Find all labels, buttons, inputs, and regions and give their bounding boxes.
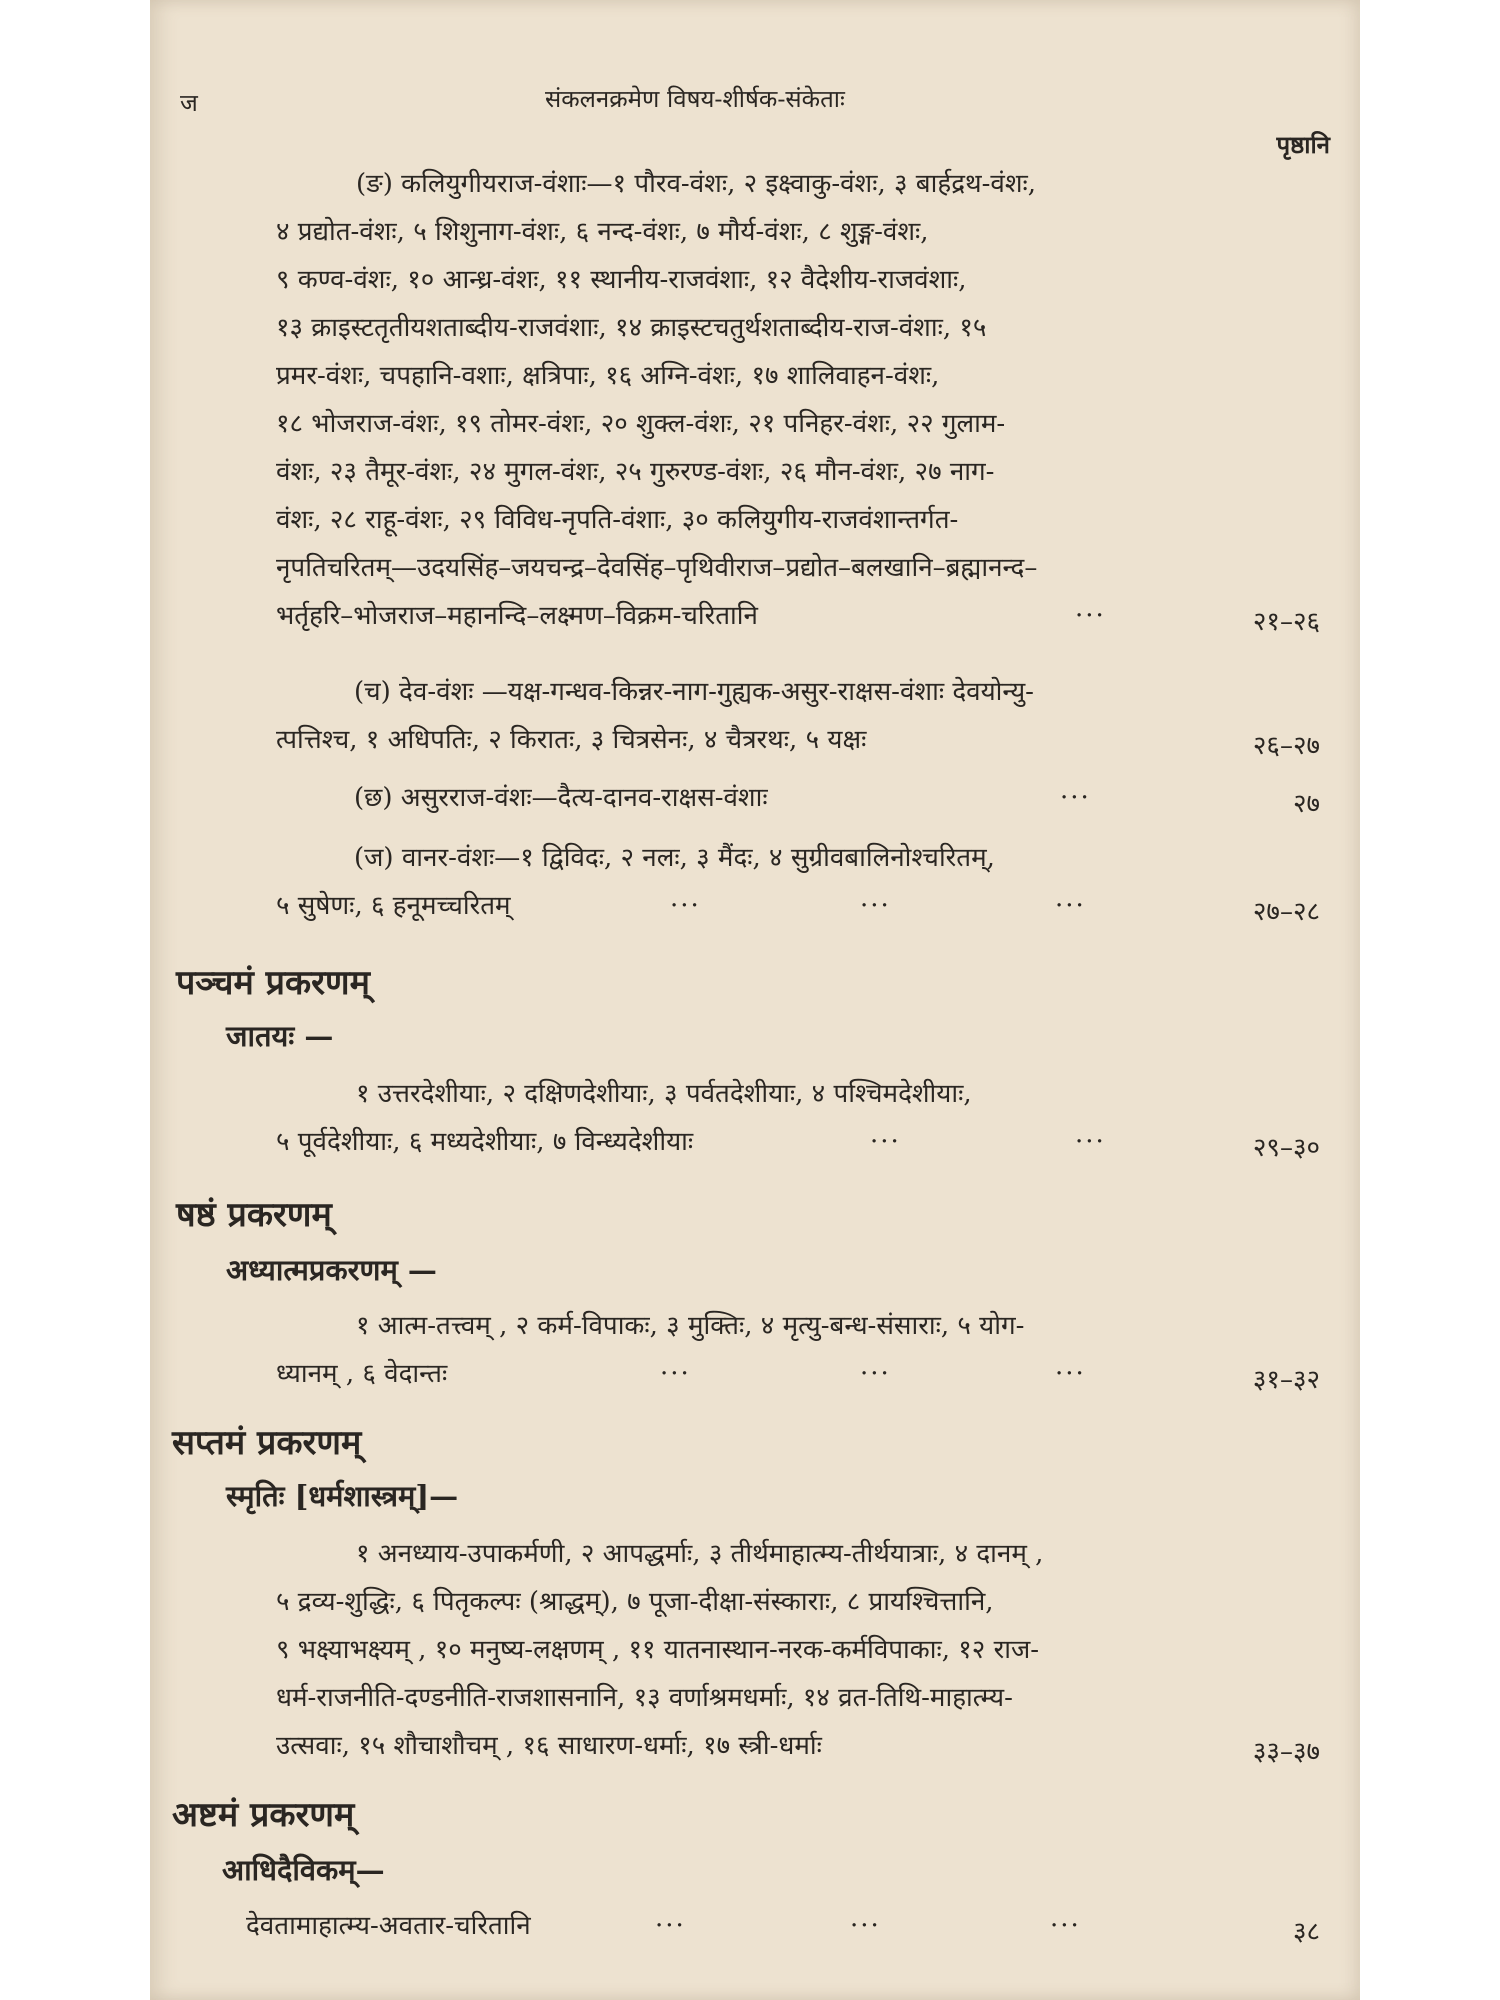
leader-dots: ··· xyxy=(1075,1127,1106,1157)
page-range: ३१–३२ xyxy=(1252,1365,1320,1395)
page-range: ३३–३७ xyxy=(1252,1737,1320,1767)
section-kaliyuga-line-6: १८ भोजराज-वंशः, १९ तोमर-वंशः, २० शुक्ल-वंशः, २१ पनिहर-वंशः, २२ गुलाम- xyxy=(276,409,1006,439)
chapter-8-title: अष्टमं प्रकरणम् xyxy=(172,1795,355,1835)
page-range: २९–३० xyxy=(1252,1133,1320,1163)
section-vanara-line-1: (ज) वानर-वंशः—१ द्विविदः, २ नलः, ३ मैंदः, ४ सुग्रीवबालिनोश्चरितम्, xyxy=(354,843,995,873)
chapter-5-line-1: १ उत्तरदेशीयाः, २ दक्षिणदेशीयाः, ३ पर्वतदेशीयाः, ४ पश्चिमदेशीयाः, xyxy=(356,1079,972,1109)
leader-dots: ··· xyxy=(850,1911,881,1941)
page-range: २१–२६ xyxy=(1252,607,1320,637)
chapter-5-subtitle: जातयः — xyxy=(226,1019,334,1053)
chapter-7-line-4: धर्म-राजनीति-दण्डनीति-राजशासनानि, १३ वर्णाश्रमधर्माः, १४ व्रत-तिथि-माहात्म्य- xyxy=(276,1683,1013,1713)
section-kaliyuga-line-7: वंशः, २३ तैमूर-वंशः, २४ मुगल-वंशः, २५ गुरुरण्ड-वंशः, २६ मौन-वंशः, २७ नाग- xyxy=(276,457,995,487)
section-kaliyuga-line-2: ४ प्रद्योत-वंशः, ५ शिशुनाग-वंशः, ६ नन्द-वंशः, ७ मौर्य-वंशः, ८ शुङ्ग-वंशः, xyxy=(276,217,929,247)
chapter-6-title: षष्ठं प्रकरणम् xyxy=(176,1195,332,1235)
chapter-7-line-1: १ अनध्याय-उपाकर्मणी, २ आपद्धर्माः, ३ तीर्थमाहात्म्य-तीर्थयात्राः, ४ दानम् , xyxy=(356,1539,1044,1569)
section-kaliyuga-line-9: नृपतिचरितम्—उदयसिंह–जयचन्द्र–देवसिंह–पृथिवीराज–प्रद्योत–बलखानि–ब्रह्मानन्द– xyxy=(276,553,1038,583)
section-vanara-line-2: ५ सुषेणः, ६ हनूमच्चरितम् xyxy=(276,891,511,921)
leader-dots: ··· xyxy=(870,1127,901,1157)
page-range: २७ xyxy=(1292,789,1320,819)
leader-dots: ··· xyxy=(860,1359,891,1389)
section-kaliyuga-line-3: ९ कण्व-वंशः, १० आन्ध्र-वंशः, ११ स्थानीय-राजवंशाः, १२ वैदेशीय-राजवंशाः, xyxy=(276,265,967,295)
chapter-7-line-3: ९ भक्ष्याभक्ष्यम् , १० मनुष्य-लक्षणम् , ११ यातनास्थान-नरक-कर्मविपाकाः, १२ राज- xyxy=(276,1635,1040,1665)
chapter-8-subtitle: आधिदैविकम्— xyxy=(222,1853,385,1887)
chapter-6-subtitle: अध्यात्मप्रकरणम् — xyxy=(226,1253,437,1287)
section-deva-line-1: (च) देव-वंशः —यक्ष-गन्धव-किन्नर-नाग-गुह्यक-असुर-राक्षस-वंशाः देवयोन्यु- xyxy=(354,677,1034,707)
chapter-5-line-2: ५ पूर्वदेशीयाः, ६ मध्यदेशीयाः, ७ विन्ध्यदेशीयाः xyxy=(276,1127,694,1157)
section-kaliyuga-line-10: भर्तृहरि–भोजराज–महानन्दि–लक्ष्मण–विक्रम-चरितानि xyxy=(276,601,758,631)
section-deva-line-2: त्पत्तिश्च, १ अधिपतिः, २ किरातः, ३ चित्रसेनः, ४ चैत्ररथः, ५ यक्षः xyxy=(276,725,867,755)
leader-dots: ··· xyxy=(655,1911,686,1941)
leader-dots: ··· xyxy=(670,891,701,921)
page-range: २६–२७ xyxy=(1252,731,1320,761)
pages-label: पृष्ठानि xyxy=(1276,130,1330,159)
chapter-7-line-5: उत्सवाः, १५ शौचाशौचम् , १६ साधारण-धर्माः, १७ स्त्री-धर्माः xyxy=(276,1731,822,1761)
chapter-7-line-2: ५ द्रव्य-शुद्धिः, ६ पितृकल्पः (श्राद्धम्), ७ पूजा-दीक्षा-संस्काराः, ८ प्रायश्चित्तानि, xyxy=(276,1587,994,1617)
leader-dots: ··· xyxy=(1050,1911,1081,1941)
leader-dots: ··· xyxy=(860,891,891,921)
page-letter: ज xyxy=(180,89,198,117)
running-title: संकलनक्रमेण विषय-शीर्षक-संकेताः xyxy=(545,85,845,113)
chapter-7-title: सप्तमं प्रकरणम् xyxy=(172,1423,362,1463)
leader-dots: ··· xyxy=(1060,783,1091,813)
leader-dots: ··· xyxy=(1075,601,1106,631)
section-asura-line-1: (छ) असुरराज-वंशः—दैत्य-दानव-राक्षस-वंशाः xyxy=(354,783,768,813)
chapter-7-subtitle: स्मृतिः [धर्मशास्त्रम्]— xyxy=(226,1479,459,1513)
section-kaliyuga-line-1: (ङ) कलियुगीयराज-वंशाः—१ पौरव-वंशः, २ इक्ष्वाकु-वंशः, ३ बार्हद्रथ-वंशः, xyxy=(356,169,1037,199)
leader-dots: ··· xyxy=(1055,891,1086,921)
section-kaliyuga-line-8: वंशः, २८ राहू-वंशः, २९ विविध-नृपति-वंशाः, ३० कलियुगीय-राजवंशान्तर्गत- xyxy=(276,505,959,535)
leader-dots: ··· xyxy=(1055,1359,1086,1389)
leader-dots: ··· xyxy=(660,1359,691,1389)
page-range: २७–२८ xyxy=(1252,897,1320,927)
chapter-5-title: पञ्चमं प्रकरणम् xyxy=(176,963,370,1003)
chapter-6-line-2: ध्यानम् , ६ वेदान्तः xyxy=(276,1359,448,1389)
section-kaliyuga-line-5: प्रमर-वंशः, चपहानि-वशाः, क्षत्रिपाः, १६ अग्नि-वंशः, १७ शालिवाहन-वंशः, xyxy=(276,361,940,391)
chapter-8-line-1: देवतामाहात्म्य-अवतार-चरितानि xyxy=(246,1911,531,1941)
book-page xyxy=(150,0,1360,2000)
page-range: ३८ xyxy=(1292,1917,1320,1947)
section-kaliyuga-line-4: १३ क्राइस्टतृतीयशताब्दीय-राजवंशाः, १४ क्राइस्टचतुर्थशताब्दीय-राज-वंशाः, १५ xyxy=(276,313,987,343)
chapter-6-line-1: १ आत्म-तत्त्वम् , २ कर्म-विपाकः, ३ मुक्तिः, ४ मृत्यु-बन्ध-संसाराः, ५ योग- xyxy=(356,1311,1025,1341)
